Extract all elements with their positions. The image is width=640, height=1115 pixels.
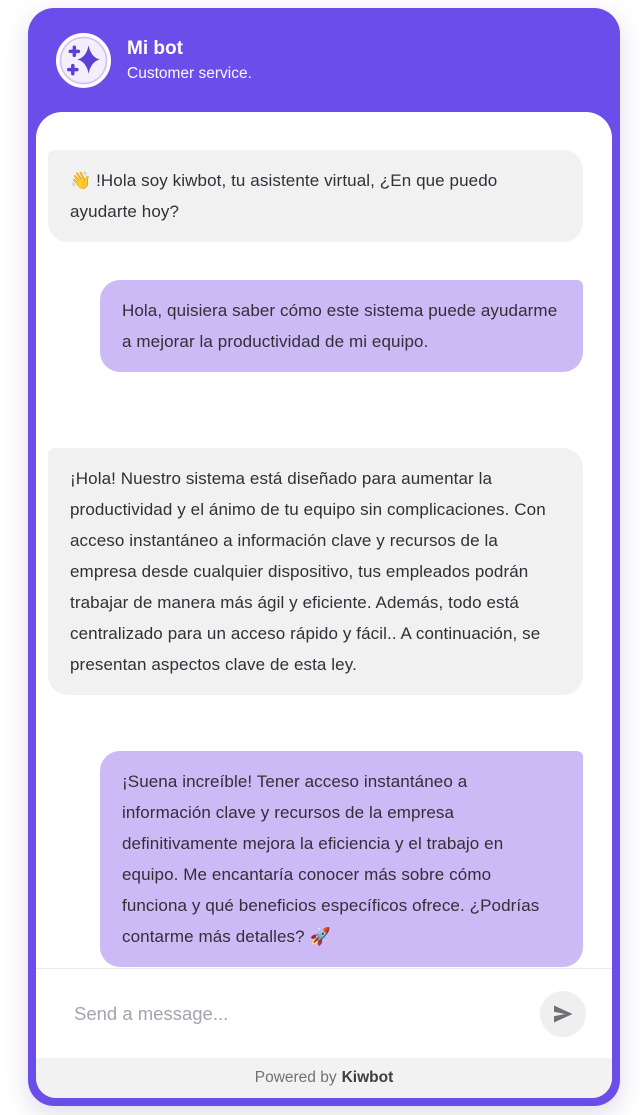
send-icon [551, 1002, 575, 1026]
chat-panel [36, 112, 612, 1098]
send-button[interactable] [540, 991, 586, 1037]
widget-header [28, 8, 620, 112]
bot-message: ¡Hola! Nuestro sistema está diseñado para aumentar la productividad y el ánimo de tu equipo sin complicaciones. Con acceso instantáneo a información clave y recursos de la empresa desde cualquier dispositivo, tus empleados podrán trabajar de manera más ágil y eficiente. Además, todo está centralizado para un acceso rápido y fácil.. A continuación, se presentan aspectos clave de esta ley. [48, 448, 583, 695]
bot-name: Mi bot [127, 37, 183, 59]
bot-message: 👋 !Hola soy kiwbot, tu asistente virtual, ¿En que puedo ayudarte hoy? [48, 150, 583, 242]
composer-bar [36, 968, 612, 1058]
bot-subtitle: Customer service. [127, 64, 252, 82]
user-message: Hola, quisiera saber cómo este sistema puede ayudarme a mejorar la productividad de mi equipo. [100, 280, 583, 372]
chat-widget [28, 8, 620, 1106]
sparkles-icon [55, 32, 112, 89]
user-message: ¡Suena increíble! Tener acceso instantáneo a información clave y recursos de la empresa definitivamente mejora la eficiencia y el trabajo en equipo. Me encantaría conocer más sobre cómo funciona y qué beneficios específicos ofrece. ¿Podrías contarme más detalles? 🚀 [100, 751, 583, 967]
powered-by-footer [36, 1058, 612, 1098]
chat-area[interactable] [36, 112, 612, 968]
powered-by-label: Powered by [254, 1069, 337, 1086]
message-input[interactable] [72, 1002, 528, 1026]
brand-link[interactable]: Kiwbot [341, 1069, 394, 1086]
